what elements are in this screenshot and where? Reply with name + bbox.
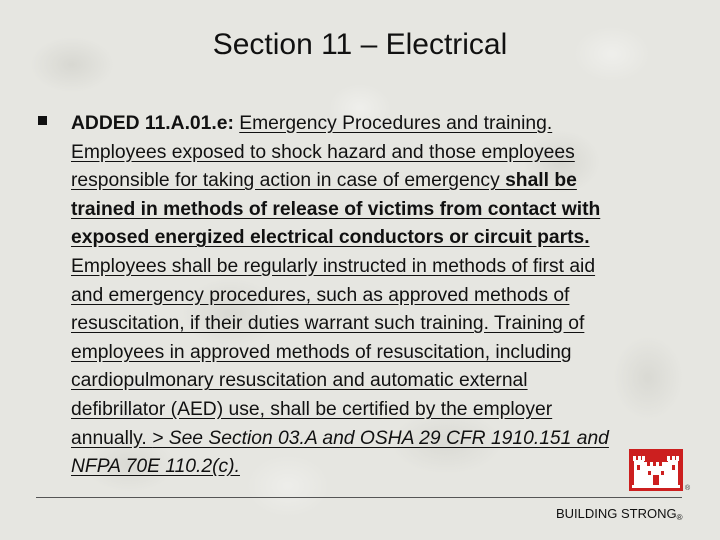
text-segment: responsible for taking action in case of emergency bbox=[71, 170, 506, 192]
text-line bbox=[71, 167, 681, 196]
footer-label: BUILDING STRONG bbox=[556, 506, 677, 521]
text-line bbox=[71, 196, 681, 225]
text-segment: > See Section 03.A and OSHA 29 CFR 1910.151 and bbox=[152, 427, 609, 449]
text-segment: ADDED 11.A.01.e: bbox=[71, 113, 240, 134]
text-segment: shall be bbox=[505, 170, 577, 192]
text-line bbox=[71, 425, 681, 454]
castle-logo-icon bbox=[629, 449, 683, 491]
footer-divider bbox=[36, 497, 682, 498]
footer-registered-mark: ® bbox=[676, 513, 683, 522]
text-line bbox=[71, 367, 681, 396]
text-line bbox=[71, 310, 681, 339]
slide-title: Section 11 – Electrical bbox=[212, 28, 508, 61]
text-segment: Employees shall be regularly instructed in methods of first aid bbox=[71, 255, 596, 277]
text-segment: annually. bbox=[71, 427, 153, 449]
square-bullet-icon bbox=[38, 116, 47, 125]
text-segment: employees in approved methods of resuscitation, including bbox=[71, 341, 572, 363]
text-segment: resuscitation, if their duties warrant such training. Training of bbox=[71, 313, 585, 335]
text-segment: defibrillator (AED) use, shall be certified by the employer bbox=[71, 398, 553, 420]
text-segment: trained in methods of release of victims from contact with bbox=[71, 198, 601, 220]
text-segment: cardiopulmonary resuscitation and automatic external bbox=[71, 370, 528, 392]
text-line bbox=[71, 453, 681, 482]
text-line bbox=[71, 110, 681, 139]
text-segment: exposed energized electrical conductors or circuit parts. bbox=[71, 227, 590, 249]
bullet-paragraph bbox=[71, 110, 681, 482]
logo-registered-mark: ® bbox=[685, 485, 691, 492]
text-segment: and emergency procedures, such as approved methods of bbox=[71, 284, 570, 306]
text-segment: Employees exposed to shock hazard and those employees bbox=[71, 141, 575, 163]
footer-brand bbox=[556, 506, 683, 522]
text-line bbox=[71, 339, 681, 368]
text-line bbox=[71, 396, 681, 425]
text-line bbox=[71, 282, 681, 311]
text-segment: Emergency Procedures and training. bbox=[239, 113, 553, 134]
text-line bbox=[71, 224, 681, 253]
text-line bbox=[71, 139, 681, 168]
text-line bbox=[71, 253, 681, 282]
text-segment: NFPA 70E 110.2(c). bbox=[71, 456, 240, 478]
